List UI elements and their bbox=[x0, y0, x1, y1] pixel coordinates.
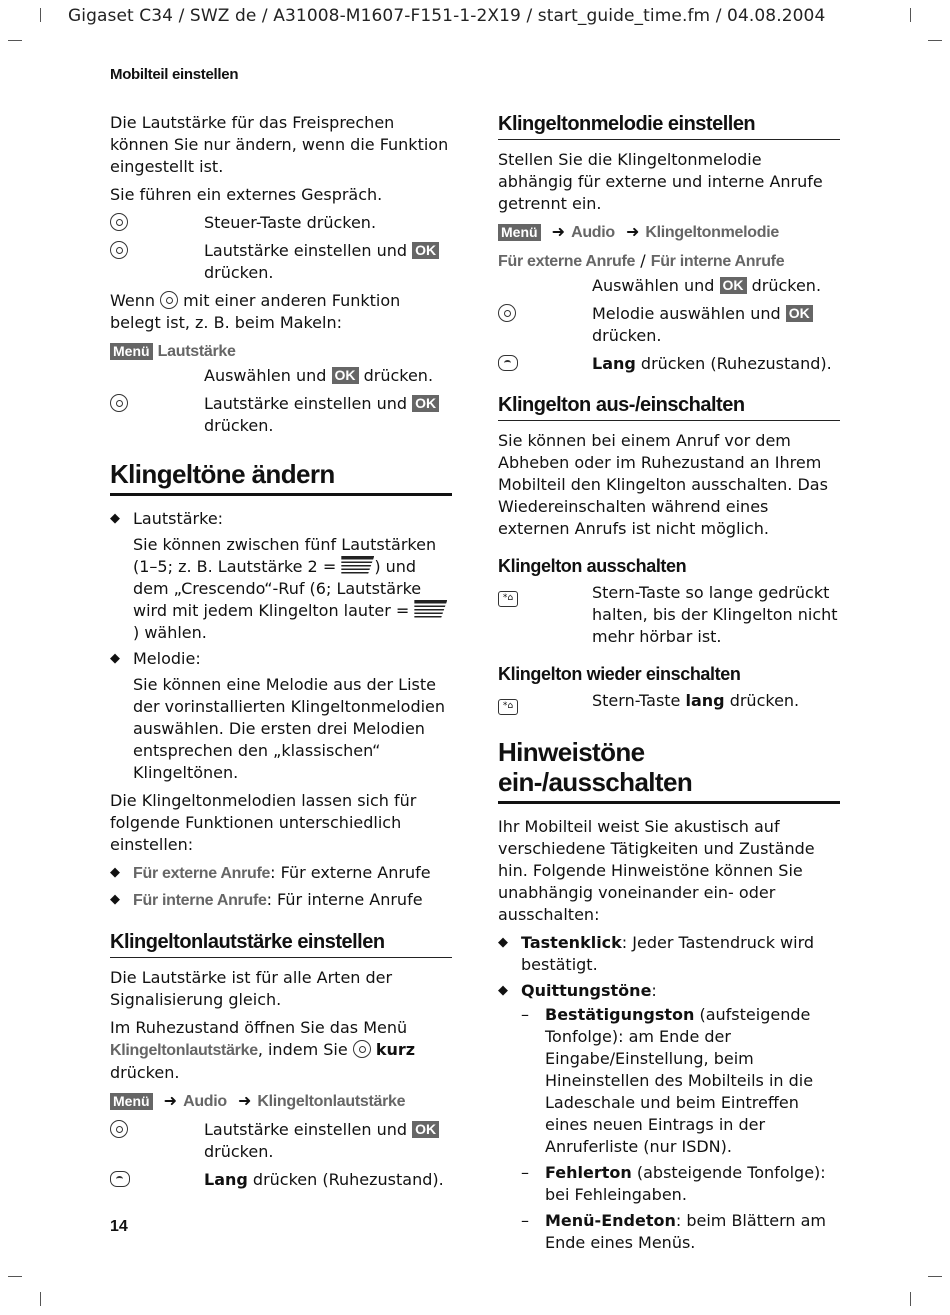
bullet-list bbox=[110, 862, 452, 912]
step-text: drücken. bbox=[204, 263, 274, 282]
arrow-icon: ➜ bbox=[163, 1091, 178, 1110]
crop-mark bbox=[910, 8, 911, 22]
crop-mark bbox=[8, 1276, 22, 1277]
instruction-step: *⌂ Stern-Taste lang drücken. bbox=[498, 690, 840, 715]
list-item: – Fehlerton (absteigende Tonfolge): bei Fehleingaben. bbox=[521, 1162, 840, 1206]
menu-path: Menü ➜ Audio ➜ Klingeltonmelodie bbox=[498, 221, 840, 244]
paragraph: Sie können bei einem Anruf vor dem Abheben oder im Ruhezustand an Ihrem Mobilteil den Klingelton ausschalten. Das Wiedereinschalten während eines externen Anrufs ist nicht möglich. bbox=[498, 431, 828, 538]
list-item: ◆ Tastenklick: Jeder Tastendruck wird bestätigt. bbox=[498, 932, 840, 976]
ok-key-icon: OK bbox=[412, 395, 439, 412]
instruction-step: Lang drücken (Ruhezustand). bbox=[110, 1169, 452, 1191]
instruction-step bbox=[110, 212, 452, 234]
crop-mark bbox=[40, 8, 41, 22]
ok-key-icon: OK bbox=[786, 305, 813, 322]
list-item: ◆ Lautstärke: Sie können zwischen fünf Lautstärken (1–5; z. B. Lautstärke 2 = ) und dem „Crescendo“-Ruf (6; Lautstärke wird mit jedem Klingelton lauter = ) wählen. bbox=[110, 508, 452, 644]
star-key-icon: *⌂ bbox=[498, 699, 518, 715]
document-header: Gigaset C34 / SWZ de / A31008-M1607-F151-1-2X19 / start_guide_time.fm / 04.08.2004 bbox=[68, 6, 826, 26]
list-item: ◆ Quittungstöne: – Bestätigungston (aufsteigende Tonfolge): am Ende der Eingabe/Einstellung, beim Hineinstellen des Mobilteils in die Ladeschale und beim Eintreffen eines neuen Eintrags in der Anruferliste (nur ISDN). – Fehlerton (absteigende Tonfolge): bei Fehleingaben. – Menü-Endeton: beim Blättern am Ende eines Menüs. bbox=[498, 980, 840, 1254]
section-heading: Klingeltöne ändern bbox=[110, 459, 452, 496]
section-heading: Hinweistöne ein-/ausschalten bbox=[498, 737, 840, 804]
control-key-icon bbox=[498, 304, 516, 322]
menu-key-icon: Menü bbox=[110, 1093, 153, 1110]
minor-heading: Klingelton wieder einschalten bbox=[498, 664, 741, 684]
minor-heading: Klingelton ausschalten bbox=[498, 556, 687, 576]
crop-mark bbox=[40, 1292, 41, 1306]
paragraph: Die Lautstärke ist für alle Arten der Signalisierung gleich. bbox=[110, 968, 393, 1009]
paragraph: Sie führen ein externes Gespräch. bbox=[110, 185, 383, 204]
bullet-list bbox=[110, 508, 452, 784]
instruction-step: Lang drücken (Ruhezustand). bbox=[498, 353, 840, 375]
control-key-icon bbox=[160, 291, 178, 309]
running-head: Mobilteil einstellen bbox=[110, 66, 239, 83]
step-text: Lautstärke einstellen und bbox=[204, 241, 413, 260]
end-call-key-icon bbox=[110, 1171, 130, 1187]
subsection-heading: Klingeltonmelodie einstellen bbox=[498, 112, 840, 140]
control-key-icon bbox=[353, 1040, 371, 1058]
crop-mark bbox=[928, 40, 942, 41]
paragraph: Die Lautstärke für das Freisprechen können Sie nur ändern, wenn die Funktion eingestellt ist. bbox=[110, 113, 449, 176]
control-key-icon bbox=[110, 394, 128, 412]
arrow-icon: ➜ bbox=[551, 222, 566, 241]
subsection-heading: Klingeltonlautstärke einstellen bbox=[110, 930, 452, 958]
paragraph: Im Ruhezustand öffnen Sie das Menü Klingeltonlautstärke, indem Sie kurz drücken. bbox=[110, 1018, 416, 1082]
end-call-key-icon bbox=[498, 355, 518, 371]
arrow-icon: ➜ bbox=[237, 1091, 252, 1110]
list-item: ◆ Für externe Anrufe: Für externe Anrufe bbox=[110, 862, 452, 885]
volume-level-icon bbox=[341, 556, 374, 575]
right-column bbox=[498, 112, 840, 1260]
menu-key-icon: Menü bbox=[110, 343, 153, 360]
list-item: – Menü-Endeton: beim Blättern am Ende eines Menüs. bbox=[521, 1210, 840, 1254]
paragraph: Die Klingeltonmelodien lassen sich für folgende Funktionen unterschiedlich einstellen: bbox=[110, 791, 417, 854]
list-item: ◆ Für interne Anrufe: Für interne Anrufe bbox=[110, 889, 452, 912]
left-column bbox=[110, 112, 452, 1197]
instruction-step bbox=[110, 240, 452, 284]
bullet-list bbox=[498, 932, 840, 1254]
dash-list bbox=[521, 1004, 840, 1254]
menu-path bbox=[110, 340, 452, 363]
menu-path: Für externe Anrufe / Für interne Anrufe bbox=[498, 251, 785, 270]
instruction-step: *⌂ Stern-Taste so lange gedrückt halten, bis der Klingelton nicht mehr hörbar ist. bbox=[498, 582, 840, 648]
list-item: – Bestätigungston (aufsteigende Tonfolge): am Ende der Eingabe/Einstellung, beim Hineinstellen des Mobilteils in die Ladeschale und beim Eintreffen eines neuen Eintrags in der Anruferliste (nur ISDN). bbox=[521, 1004, 840, 1158]
crop-mark bbox=[928, 1276, 942, 1277]
instruction-step: Lautstärke einstellen und OK drücken. bbox=[110, 393, 452, 437]
menu-key-icon: Menü bbox=[498, 224, 541, 241]
page-number: 14 bbox=[110, 1218, 128, 1235]
control-key-icon bbox=[110, 213, 128, 231]
ok-key-icon: OK bbox=[412, 242, 439, 259]
ok-key-icon: OK bbox=[720, 277, 747, 294]
ok-key-icon: OK bbox=[332, 367, 359, 384]
subsection-heading: Klingelton aus-/einschalten bbox=[498, 393, 840, 421]
paragraph: Stellen Sie die Klingeltonmelodie abhängig für externe und interne Anrufe getrennt ein. bbox=[498, 150, 823, 213]
ok-key-icon: OK bbox=[412, 1121, 439, 1138]
menu-path: Menü ➜ Audio ➜ Klingeltonlautstärke bbox=[110, 1090, 452, 1113]
volume-crescendo-icon bbox=[414, 600, 447, 619]
crop-mark bbox=[910, 1292, 911, 1306]
list-item: ◆ Melodie: Sie können eine Melodie aus der Liste der vorinstallierten Klingeltonmelodien auswählen. Die ersten drei Melodien entsprechen den „klassischen“ Klingeltönen. bbox=[110, 648, 452, 784]
instruction-step: Auswählen und OK drücken. bbox=[204, 366, 434, 385]
paragraph: Ihr Mobilteil weist Sie akustisch auf verschiedene Tätigkeiten und Zustände hin. Folgende Hinweistöne können Sie unabhängig voneinander ein- oder ausschalten: bbox=[498, 817, 815, 924]
control-key-icon bbox=[110, 241, 128, 259]
instruction-step: Auswählen und OK drücken. bbox=[592, 276, 822, 295]
star-key-icon: *⌂ bbox=[498, 591, 518, 607]
instruction-step: Melodie auswählen und OK drücken. bbox=[498, 303, 840, 347]
paragraph: Wenn mit einer anderen Funktion belegt ist, z. B. beim Makeln: bbox=[110, 291, 401, 332]
step-text: Steuer-Taste drücken. bbox=[204, 213, 377, 232]
instruction-step: Lautstärke einstellen und OK drücken. bbox=[110, 1119, 452, 1163]
control-key-icon bbox=[110, 1120, 128, 1138]
arrow-icon: ➜ bbox=[625, 222, 640, 241]
menu-item: Lautstärke bbox=[157, 343, 236, 360]
crop-mark bbox=[8, 40, 22, 41]
